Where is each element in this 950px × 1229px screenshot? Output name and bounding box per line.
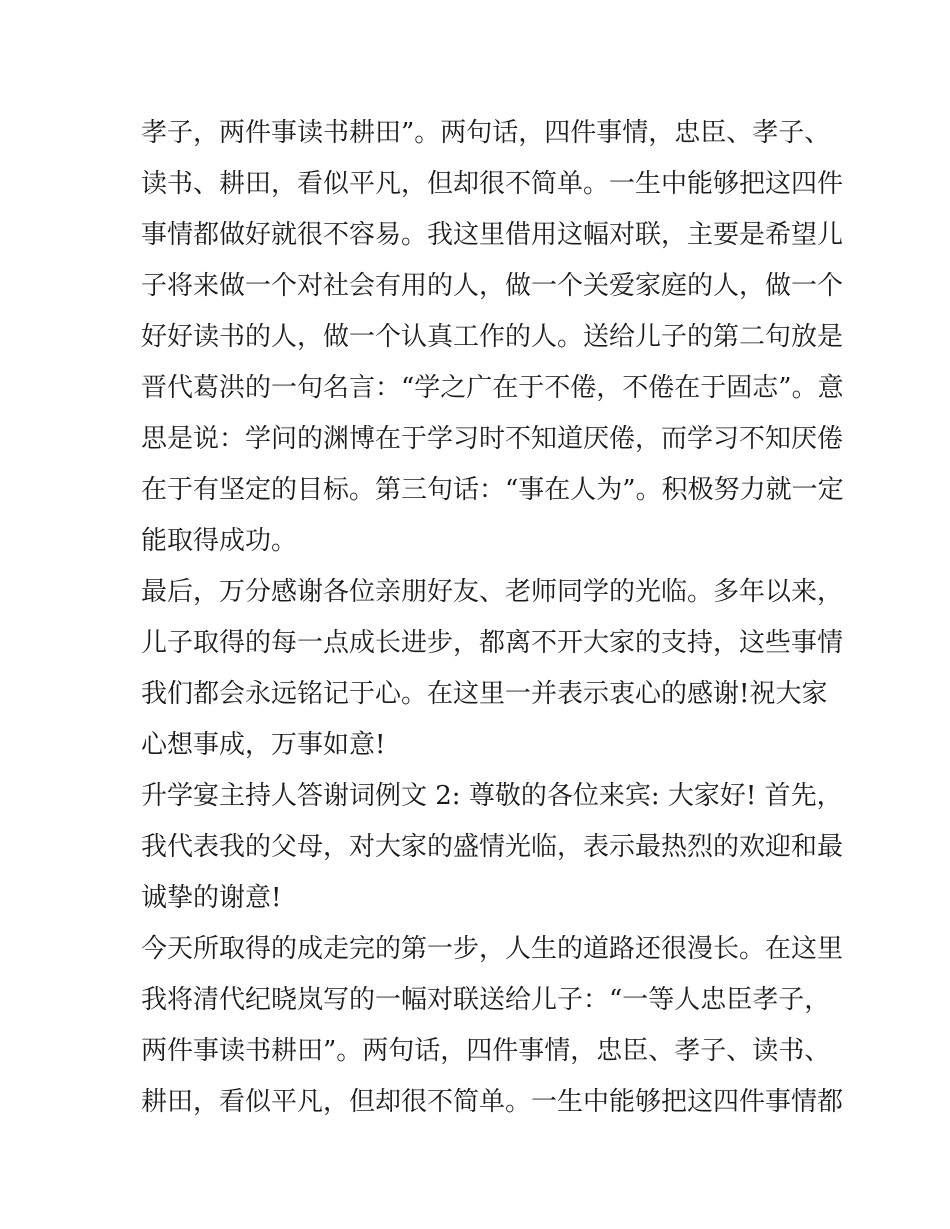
text-line: 在于有坚定的目标。第三句话：“事在人为”。积极努力就一定 <box>141 475 844 505</box>
text-line: 我将清代纪晓岚写的一幅对联送给儿子：“一等人忠臣孝子， <box>141 985 831 1015</box>
text-line: 我代表我的父母，对大家的盛情光临，表示最热烈的欢迎和最 <box>141 832 844 862</box>
text-line: 最后，万分感谢各位亲朋好友、老师同学的光临。多年以来， <box>141 577 844 607</box>
text-line: 今天所取得的成走完的第一步，人生的道路还很漫长。在这里 <box>141 934 844 964</box>
text-line: 诚挚的谢意! <box>141 883 282 913</box>
text-line: 儿子取得的每一点成长进步，都离不开大家的支持，这些事情 <box>141 628 844 658</box>
text-line: 好好读书的人，做一个认真工作的人。送给儿子的第二句放是 <box>141 322 844 352</box>
text-line: 读书、耕田，看似平凡，但却很不简单。一生中能够把这四件 <box>141 169 844 199</box>
text-line: 孝子，两件事读书耕田”。两句话，四件事情，忠臣、孝子、 <box>141 118 831 148</box>
text-line: 耕田，看似平凡，但却很不简单。一生中能够把这四件事情都 <box>141 1087 844 1117</box>
text-line: 两件事读书耕田”。两句话，四件事情，忠臣、孝子、读书、 <box>141 1036 831 1066</box>
document-body <box>141 108 844 1128</box>
text-line: 子将来做一个对社会有用的人，做一个关爱家庭的人，做一个 <box>141 271 844 301</box>
text-line: 事情都做好就很不容易。我这里借用这幅对联，主要是希望儿 <box>141 220 844 250</box>
text-line: 升学宴主持人答谢词例文 2: 尊敬的各位来宾: 大家好! 首先， <box>141 781 843 811</box>
text-line: 我们都会永远铭记于心。在这里一并表示衷心的感谢!祝大家 <box>141 679 828 709</box>
text-line: 晋代葛洪的一句名言：“学之广在于不倦，不倦在于固志”。意 <box>141 373 844 403</box>
text-line: 心想事成，万事如意! <box>141 730 386 760</box>
text-line: 思是说：学问的渊博在于学习时不知道厌倦，而学习不知厌倦 <box>141 424 844 454</box>
text-line: 能取得成功。 <box>141 526 298 556</box>
